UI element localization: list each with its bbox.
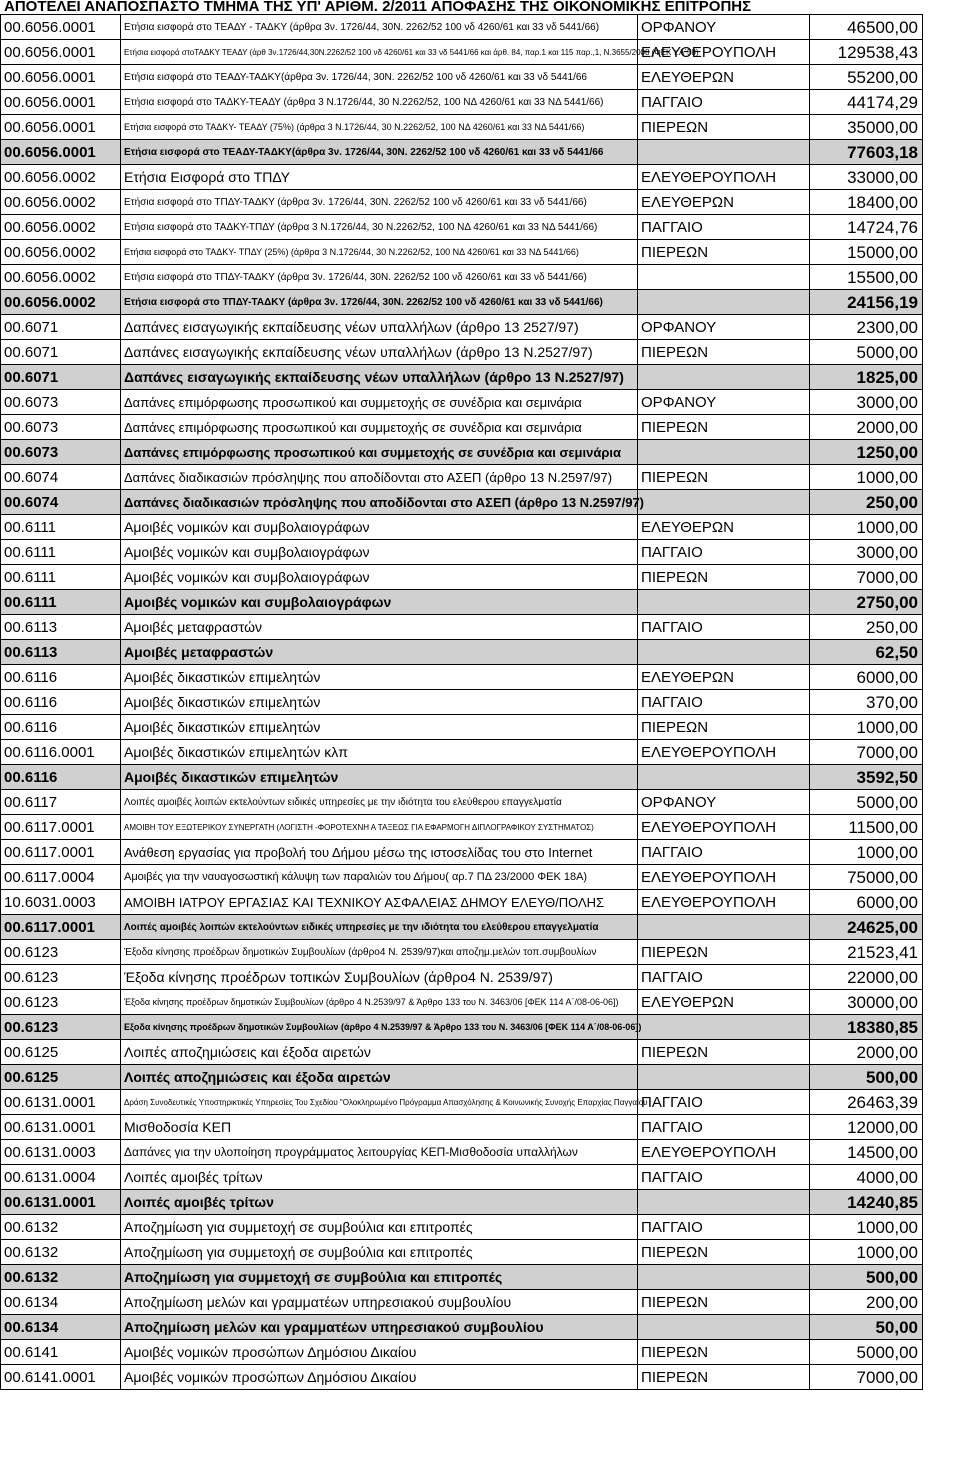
municipality-cell xyxy=(638,1065,810,1090)
account-code-cell: 00.6125 xyxy=(1,1065,121,1090)
table-row xyxy=(1,190,923,215)
amount-cell: 1000,00 xyxy=(810,515,923,540)
municipality-cell: ΠΑΓΓΑΙΟ xyxy=(638,840,810,865)
table-row-total xyxy=(1,440,923,465)
municipality-cell xyxy=(638,765,810,790)
municipality-cell xyxy=(638,290,810,315)
account-code-cell: 00.6123 xyxy=(1,940,121,965)
account-code-cell: 00.6116 xyxy=(1,715,121,740)
municipality-cell: ΟΡΦΑΝΟΥ xyxy=(638,315,810,340)
account-code-cell: 00.6117.0001 xyxy=(1,840,121,865)
account-code-cell: 00.6056.0001 xyxy=(1,15,121,40)
description-cell: Έξοδα κίνησης προέδρων τοπικών Συμβουλίων (άρθρο4 Ν. 2539/97) xyxy=(121,965,638,990)
amount-cell: 500,00 xyxy=(810,1065,923,1090)
amount-cell: 24156,19 xyxy=(810,290,923,315)
amount-cell: 370,00 xyxy=(810,690,923,715)
table-row xyxy=(1,1290,923,1315)
amount-cell: 44174,29 xyxy=(810,90,923,115)
municipality-cell: ΕΛΕΥΘΕΡΩΝ xyxy=(638,665,810,690)
description-cell: Δαπάνες εισαγωγικής εκπαίδευσης νέων υπαλλήλων (άρθρο 13 Ν.2527/97) xyxy=(121,340,638,365)
description-cell: Δαπάνες επιμόρφωσης προσωπικού και συμμετοχής σε συνέδρια και σεμινάρια xyxy=(121,415,638,440)
account-code-cell: 00.6132 xyxy=(1,1265,121,1290)
amount-cell: 55200,00 xyxy=(810,65,923,90)
description-cell: Λοιπές αμοιβές λοιπών εκτελούντων ειδικές υπηρεσίες με την ιδιότητα του ελεύθερου επαγγελματία xyxy=(121,915,638,940)
description-cell: Αμοιβές μεταφραστών xyxy=(121,615,638,640)
table-row xyxy=(1,465,923,490)
municipality-cell: ΕΛΕΥΘΕΡΩΝ xyxy=(638,65,810,90)
table-row-total xyxy=(1,915,923,940)
municipality-cell: ΠΙΕΡΕΩΝ xyxy=(638,1040,810,1065)
description-cell: Μισθοδοσία ΚΕΠ xyxy=(121,1115,638,1140)
amount-cell: 14240,85 xyxy=(810,1190,923,1215)
account-code-cell: 00.6117.0004 xyxy=(1,865,121,890)
amount-cell: 18400,00 xyxy=(810,190,923,215)
table-row-total xyxy=(1,1190,923,1215)
description-cell: Αμοιβές νομικών και συμβολαιογράφων xyxy=(121,590,638,615)
municipality-cell: ΠΙΕΡΕΩΝ xyxy=(638,115,810,140)
description-cell: Εξοδα κίνησης προέδρων δημοτικών Συμβουλίων (άρθρο 4 Ν.2539/97 & Άρθρο 133 του Ν. 3463/06 [ΦΕΚ 114 Α΄/08-06-06]) xyxy=(121,1015,638,1040)
table-row xyxy=(1,1090,923,1115)
municipality-cell xyxy=(638,915,810,940)
table-row xyxy=(1,265,923,290)
amount-cell: 4000,00 xyxy=(810,1165,923,1190)
municipality-cell xyxy=(638,1190,810,1215)
description-cell: Αποζημίωση για συμμετοχή σε συμβούλια και επιτροπές xyxy=(121,1265,638,1290)
table-row xyxy=(1,215,923,240)
description-cell: Αμοιβές μεταφραστών xyxy=(121,640,638,665)
table-row xyxy=(1,65,923,90)
description-cell: Λοιπές αποζημιώσεις και έξοδα αιρετών xyxy=(121,1040,638,1065)
table-row xyxy=(1,790,923,815)
amount-cell: 2750,00 xyxy=(810,590,923,615)
description-cell: ΑΜΟΙΒΗ ΙΑΤΡΟΥ ΕΡΓΑΣΙΑΣ ΚΑΙ ΤΕΧΝΙΚΟΥ ΑΣΦΑΛΕΙΑΣ ΔΗΜΟΥ ΕΛΕΥΘ/ΠΟΛΗΣ xyxy=(121,890,638,915)
table-row-total xyxy=(1,365,923,390)
municipality-cell: ΕΛΕΥΘΕΡΟΥΠΟΛΗ xyxy=(638,890,810,915)
amount-cell: 22000,00 xyxy=(810,965,923,990)
description-cell: Ετήσια εισφορά στο ΤΑΔΚΥ-ΤΠΔΥ (άρθρα 3 Ν.1726/44, 30 Ν.2262/52, 100 ΝΔ 4260/61 και 33 ΝΔ 5441/66) xyxy=(121,215,638,240)
municipality-cell: ΕΛΕΥΘΕΡΟΥΠΟΛΗ xyxy=(638,740,810,765)
account-code-cell: 00.6073 xyxy=(1,415,121,440)
amount-cell: 26463,39 xyxy=(810,1090,923,1115)
municipality-cell: ΠΑΓΓΑΙΟ xyxy=(638,1215,810,1240)
description-cell: Αποζημίωση για συμμετοχή σε συμβούλια και επιτροπές xyxy=(121,1240,638,1265)
description-cell: Δαπάνες διαδικασιών πρόσληψης που αποδίδονται στο ΑΣΕΠ (άρθρο 13 Ν.2597/97) xyxy=(121,465,638,490)
account-code-cell: 00.6141.0001 xyxy=(1,1365,121,1390)
account-code-cell: 00.6056.0001 xyxy=(1,115,121,140)
description-cell: Δαπάνες εισαγωγικής εκπαίδευσης νέων υπαλλήλων (άρθρο 13 Ν.2527/97) xyxy=(121,365,638,390)
table-row-total xyxy=(1,590,923,615)
description-cell: Δαπάνες εισαγωγικής εκπαίδευσης νέων υπαλλήλων (άρθρο 13 2527/97) xyxy=(121,315,638,340)
account-code-cell: 00.6117 xyxy=(1,790,121,815)
amount-cell: 1250,00 xyxy=(810,440,923,465)
municipality-cell: ΠΙΕΡΕΩΝ xyxy=(638,240,810,265)
description-cell: Έξοδα κίνησης προέδρων δημοτικών Συμβουλίων (άρθρο 4 Ν.2539/97 & Άρθρο 133 του Ν. 3463/06 [ΦΕΚ 114 Α΄/08-06-06]) xyxy=(121,990,638,1015)
municipality-cell: ΕΛΕΥΘΕΡΟΥΠΟΛΗ xyxy=(638,865,810,890)
amount-cell: 1000,00 xyxy=(810,1215,923,1240)
municipality-cell: ΟΡΦΑΝΟΥ xyxy=(638,390,810,415)
description-cell: Ετήσια εισφορά στο ΤΠΔΥ-ΤΑΔΚΥ (άρθρα 3ν. 1726/44, 30Ν. 2262/52 100 νδ 4260/61 και 33 νδ 5441/66) xyxy=(121,190,638,215)
amount-cell: 35000,00 xyxy=(810,115,923,140)
description-cell: Αμοιβές δικαστικών επιμελητών xyxy=(121,715,638,740)
municipality-cell: ΕΛΕΥΘΕΡΟΥΠΟΛΗ xyxy=(638,165,810,190)
account-code-cell: 00.6123 xyxy=(1,1015,121,1040)
description-cell: Αμοιβές νομικών και συμβολαιογράφων xyxy=(121,565,638,590)
table-row-total xyxy=(1,1315,923,1340)
municipality-cell xyxy=(638,365,810,390)
table-row xyxy=(1,15,923,40)
municipality-cell xyxy=(638,1315,810,1340)
amount-cell: 500,00 xyxy=(810,1265,923,1290)
amount-cell: 46500,00 xyxy=(810,15,923,40)
table-row xyxy=(1,1215,923,1240)
amount-cell: 2000,00 xyxy=(810,415,923,440)
description-cell: Αμοιβές δικαστικών επιμελητών xyxy=(121,765,638,790)
table-row xyxy=(1,615,923,640)
account-code-cell: 00.6056.0001 xyxy=(1,140,121,165)
account-code-cell: 00.6131.0001 xyxy=(1,1090,121,1115)
account-code-cell: 00.6116 xyxy=(1,665,121,690)
table-row xyxy=(1,1240,923,1265)
account-code-cell: 00.6071 xyxy=(1,365,121,390)
account-code-cell: 00.6123 xyxy=(1,990,121,1015)
account-code-cell: 00.6071 xyxy=(1,315,121,340)
account-code-cell: 00.6111 xyxy=(1,565,121,590)
account-code-cell: 00.6056.0002 xyxy=(1,240,121,265)
amount-cell: 3000,00 xyxy=(810,540,923,565)
municipality-cell: ΠΑΓΓΑΙΟ xyxy=(638,1165,810,1190)
table-row xyxy=(1,990,923,1015)
description-cell: Ετήσια εισφορά στο ΤΠΔΥ-ΤΑΔΚΥ (άρθρα 3ν. 1726/44, 30Ν. 2262/52 100 νδ 4260/61 και 33 νδ 5441/66) xyxy=(121,265,638,290)
table-row xyxy=(1,740,923,765)
description-cell: Λοιπές αμοιβές τρίτων xyxy=(121,1190,638,1215)
municipality-cell: ΟΡΦΑΝΟΥ xyxy=(638,15,810,40)
description-cell: Αμοιβές για την ναυαγοσωστική κάλυψη των παραλιών του Δήμου( αρ.7 ΠΔ 23/2000 ΦΕΚ 18Α) xyxy=(121,865,638,890)
municipality-cell: ΠΑΓΓΑΙΟ xyxy=(638,90,810,115)
table-row-total xyxy=(1,140,923,165)
amount-cell: 129538,43 xyxy=(810,40,923,65)
account-code-cell: 00.6116 xyxy=(1,690,121,715)
amount-cell: 15000,00 xyxy=(810,240,923,265)
amount-cell: 15500,00 xyxy=(810,265,923,290)
account-code-cell: 00.6074 xyxy=(1,490,121,515)
description-cell: Δαπάνες για την υλοποίηση προγράμματος λειτουργίας ΚΕΠ-Μισθοδοσία υπαλλήλων xyxy=(121,1140,638,1165)
account-code-cell: 10.6031.0003 xyxy=(1,890,121,915)
description-cell: Ετήσια εισφορά στο ΤΑΔΚΥ- ΤΠΔΥ (25%) (άρθρα 3 Ν.1726/44, 30 Ν.2262/52, 100 ΝΔ 4260/61 και 33 ΝΔ 5441/66) xyxy=(121,240,638,265)
amount-cell: 200,00 xyxy=(810,1290,923,1315)
amount-cell: 14500,00 xyxy=(810,1140,923,1165)
amount-cell: 2000,00 xyxy=(810,1040,923,1065)
account-code-cell: 00.6056.0001 xyxy=(1,40,121,65)
account-code-cell: 00.6131.0003 xyxy=(1,1140,121,1165)
account-code-cell: 00.6132 xyxy=(1,1215,121,1240)
description-cell: Λοιπές αποζημιώσεις και έξοδα αιρετών xyxy=(121,1065,638,1090)
municipality-cell xyxy=(638,140,810,165)
amount-cell: 3000,00 xyxy=(810,390,923,415)
table-row xyxy=(1,815,923,840)
table-row xyxy=(1,665,923,690)
account-code-cell: 00.6141 xyxy=(1,1340,121,1365)
municipality-cell: ΕΛΕΥΘΕΡΩΝ xyxy=(638,515,810,540)
amount-cell: 7000,00 xyxy=(810,1365,923,1390)
description-cell: Ετήσια εισφορά στο ΤΠΔΥ-ΤΑΔΚΥ (άρθρα 3ν. 1726/44, 30Ν. 2262/52 100 νδ 4260/61 και 33 νδ 5441/66) xyxy=(121,290,638,315)
table-row xyxy=(1,715,923,740)
amount-cell: 24625,00 xyxy=(810,915,923,940)
municipality-cell: ΠΙΕΡΕΩΝ xyxy=(638,1340,810,1365)
description-cell: Αμοιβές νομικών και συμβολαιογράφων xyxy=(121,515,638,540)
account-code-cell: 00.6134 xyxy=(1,1315,121,1340)
account-code-cell: 00.6071 xyxy=(1,340,121,365)
description-cell: Ετήσια Εισφορά στο ΤΠΔΥ xyxy=(121,165,638,190)
municipality-cell xyxy=(638,1265,810,1290)
amount-cell: 3592,50 xyxy=(810,765,923,790)
amount-cell: 1000,00 xyxy=(810,715,923,740)
description-cell: Λοιπές αμοιβές τρίτων xyxy=(121,1165,638,1190)
table-row xyxy=(1,965,923,990)
table-row xyxy=(1,240,923,265)
table-row-total xyxy=(1,290,923,315)
account-code-cell: 00.6073 xyxy=(1,390,121,415)
amount-cell: 250,00 xyxy=(810,615,923,640)
description-cell: Δράση Συνοδευτικές Υποστηρικτικές Υπηρεσίες Του Σχεδίου "Ολοκληρωμένο Πρόγραμμα Απασχόλησης & Κοινωνικής Συνοχής Επαρχίας Παγγαίου xyxy=(121,1090,638,1115)
account-code-cell: 00.6131.0004 xyxy=(1,1165,121,1190)
table-row xyxy=(1,390,923,415)
account-code-cell: 00.6074 xyxy=(1,465,121,490)
municipality-cell: ΟΡΦΑΝΟΥ xyxy=(638,790,810,815)
description-cell: Ετήσια εισφορά στοΤΑΔΚΥ ΤΕΑΔΥ (άρθ 3ν.1726/44,30Ν.2262/52 100 νδ 4260/61 και 33 νδ 5441/66 και άρθ. 84, παρ.1 και 115 παρ.,1, Ν.3655/2008 (ΦΕΚ τ.Α΄58) xyxy=(121,40,638,65)
municipality-cell: ΠΙΕΡΕΩΝ xyxy=(638,1240,810,1265)
account-code-cell: 00.6056.0002 xyxy=(1,190,121,215)
municipality-cell: ΕΛΕΥΘΕΡΩΝ xyxy=(638,990,810,1015)
document-title: ΑΠΟΤΕΛΕΙ ΑΝΑΠΟΣΠΑΣΤΟ ΤΜΗΜΑ ΤΗΣ ΥΠ' ΑΡΙΘΜ. 2/2011 ΑΠΟΦΑΣΗΣ ΤΗΣ ΟΙΚΟΝΟΜΙΚΗΣ ΕΠΙΤΡΟΠΗΣ xyxy=(4,0,752,15)
municipality-cell: ΠΙΕΡΕΩΝ xyxy=(638,940,810,965)
municipality-cell xyxy=(638,440,810,465)
municipality-cell: ΕΛΕΥΘΕΡΟΥΠΟΛΗ xyxy=(638,40,810,65)
table-row xyxy=(1,340,923,365)
account-code-cell: 00.6056.0001 xyxy=(1,65,121,90)
municipality-cell xyxy=(638,490,810,515)
table-row-total xyxy=(1,765,923,790)
amount-cell: 12000,00 xyxy=(810,1115,923,1140)
table-row-total xyxy=(1,1265,923,1290)
account-code-cell: 00.6123 xyxy=(1,965,121,990)
account-code-cell: 00.6131.0001 xyxy=(1,1190,121,1215)
table-row xyxy=(1,315,923,340)
table-row xyxy=(1,515,923,540)
amount-cell: 5000,00 xyxy=(810,340,923,365)
account-code-cell: 00.6056.0002 xyxy=(1,290,121,315)
municipality-cell xyxy=(638,640,810,665)
municipality-cell xyxy=(638,590,810,615)
table-row xyxy=(1,1165,923,1190)
table-row xyxy=(1,890,923,915)
amount-cell: 75000,00 xyxy=(810,865,923,890)
municipality-cell: ΠΙΕΡΕΩΝ xyxy=(638,465,810,490)
description-cell: Ετήσια εισφορά στο ΤΕΑΔΥ-ΤΑΔΚΥ(άρθρα 3ν. 1726/44, 30Ν. 2262/52 100 νδ 4260/61 και 33 νδ 5441/66 xyxy=(121,140,638,165)
description-cell: Αποζημίωση μελών και γραμματέων υπηρεσιακού συμβουλίου xyxy=(121,1315,638,1340)
account-code-cell: 00.6111 xyxy=(1,540,121,565)
amount-cell: 14724,76 xyxy=(810,215,923,240)
description-cell: Αμοιβές δικαστικών επιμελητών xyxy=(121,665,638,690)
table-row xyxy=(1,840,923,865)
table-row-total xyxy=(1,640,923,665)
account-code-cell: 00.6131.0001 xyxy=(1,1115,121,1140)
municipality-cell: ΠΙΕΡΕΩΝ xyxy=(638,1365,810,1390)
municipality-cell: ΠΑΓΓΑΙΟ xyxy=(638,615,810,640)
municipality-cell: ΠΙΕΡΕΩΝ xyxy=(638,715,810,740)
municipality-cell: ΠΑΓΓΑΙΟ xyxy=(638,540,810,565)
amount-cell: 1000,00 xyxy=(810,465,923,490)
description-cell: Αμοιβές νομικών και συμβολαιογράφων xyxy=(121,540,638,565)
account-code-cell: 00.6056.0002 xyxy=(1,165,121,190)
amount-cell: 250,00 xyxy=(810,490,923,515)
account-code-cell: 00.6134 xyxy=(1,1290,121,1315)
table-row xyxy=(1,540,923,565)
amount-cell: 1000,00 xyxy=(810,840,923,865)
description-cell: Δαπάνες επιμόρφωσης προσωπικού και συμμετοχής σε συνέδρια και σεμινάρια xyxy=(121,390,638,415)
budget-table xyxy=(0,14,923,1390)
table-row-total xyxy=(1,1065,923,1090)
account-code-cell: 00.6117.0001 xyxy=(1,915,121,940)
municipality-cell: ΕΛΕΥΘΕΡΟΥΠΟΛΗ xyxy=(638,815,810,840)
municipality-cell: ΠΙΕΡΕΩΝ xyxy=(638,1290,810,1315)
table-row xyxy=(1,1365,923,1390)
account-code-cell: 00.6113 xyxy=(1,640,121,665)
municipality-cell: ΕΛΕΥΘΕΡΩΝ xyxy=(638,190,810,215)
municipality-cell: ΠΙΕΡΕΩΝ xyxy=(638,565,810,590)
amount-cell: 6000,00 xyxy=(810,890,923,915)
description-cell: Ετήσια εισφορά στο ΤΕΑΔΥ - ΤΑΔΚΥ (άρθρα 3ν. 1726/44, 30Ν. 2262/52 100 νδ 4260/61 και 33 νδ 5441/66) xyxy=(121,15,638,40)
description-cell: Λοιπές αμοιβές λοιπών εκτελούντων ειδικές υπηρεσίες με την ιδιότητα του ελεύθερου επαγγελματία xyxy=(121,790,638,815)
amount-cell: 7000,00 xyxy=(810,565,923,590)
amount-cell: 7000,00 xyxy=(810,740,923,765)
amount-cell: 18380,85 xyxy=(810,1015,923,1040)
description-cell: Ετήσια εισφορά στο ΤΑΔΚΥ-ΤΕΑΔΥ (άρθρα 3 Ν.1726/44, 30 Ν.2262/52, 100 ΝΔ 4260/61 και 33 ΝΔ 5441/66) xyxy=(121,90,638,115)
amount-cell: 50,00 xyxy=(810,1315,923,1340)
municipality-cell: ΠΑΓΓΑΙΟ xyxy=(638,690,810,715)
table-row xyxy=(1,1140,923,1165)
budget-rows xyxy=(1,15,923,1390)
municipality-cell xyxy=(638,265,810,290)
account-code-cell: 00.6132 xyxy=(1,1240,121,1265)
table-row xyxy=(1,690,923,715)
account-code-cell: 00.6116.0001 xyxy=(1,740,121,765)
description-cell: Ετήσια εισφορά στο ΤΑΔΚΥ- ΤΕΑΔΥ (75%) (άρθρα 3 Ν.1726/44, 30 Ν.2262/52, 100 ΝΔ 4260/61 και 33 ΝΔ 5441/66) xyxy=(121,115,638,140)
table-row xyxy=(1,40,923,65)
amount-cell: 62,50 xyxy=(810,640,923,665)
table-row xyxy=(1,165,923,190)
municipality-cell: ΠΑΓΓΑΙΟ xyxy=(638,1115,810,1140)
description-cell: Αμοιβές δικαστικών επιμελητών xyxy=(121,690,638,715)
account-code-cell: 00.6111 xyxy=(1,515,121,540)
account-code-cell: 00.6116 xyxy=(1,765,121,790)
amount-cell: 6000,00 xyxy=(810,665,923,690)
amount-cell: 11500,00 xyxy=(810,815,923,840)
amount-cell: 5000,00 xyxy=(810,790,923,815)
account-code-cell: 00.6056.0002 xyxy=(1,265,121,290)
municipality-cell: ΠΑΓΓΑΙΟ xyxy=(638,965,810,990)
table-row xyxy=(1,565,923,590)
amount-cell: 5000,00 xyxy=(810,1340,923,1365)
description-cell: Δαπάνες διαδικασιών πρόσληψης που αποδίδονται στο ΑΣΕΠ (άρθρο 13 Ν.2597/97) xyxy=(121,490,638,515)
amount-cell: 2300,00 xyxy=(810,315,923,340)
table-row xyxy=(1,940,923,965)
account-code-cell: 00.6111 xyxy=(1,590,121,615)
table-row xyxy=(1,865,923,890)
description-cell: Αμοιβές δικαστικών επιμελητών κλπ xyxy=(121,740,638,765)
municipality-cell: ΠΙΕΡΕΩΝ xyxy=(638,340,810,365)
amount-cell: 77603,18 xyxy=(810,140,923,165)
account-code-cell: 00.6056.0001 xyxy=(1,90,121,115)
description-cell: Δαπάνες επιμόρφωσης προσωπικού και συμμετοχής σε συνέδρια και σεμινάρια xyxy=(121,440,638,465)
table-row xyxy=(1,90,923,115)
amount-cell: 21523,41 xyxy=(810,940,923,965)
description-cell: Αποζημίωση για συμμετοχή σε συμβούλια και επιτροπές xyxy=(121,1215,638,1240)
account-code-cell: 00.6113 xyxy=(1,615,121,640)
description-cell: Ανάθεση εργασίας για προβολή του Δήμου μέσω της ιστοσελίδας του στο Internet xyxy=(121,840,638,865)
table-row xyxy=(1,1040,923,1065)
amount-cell: 1825,00 xyxy=(810,365,923,390)
account-code-cell: 00.6056.0002 xyxy=(1,215,121,240)
table-row xyxy=(1,1340,923,1365)
table-row-total xyxy=(1,1015,923,1040)
amount-cell: 1000,00 xyxy=(810,1240,923,1265)
table-row-total xyxy=(1,490,923,515)
municipality-cell xyxy=(638,1015,810,1040)
description-cell: Αμοιβές νομικών προσώπων Δημόσιου Δικαίου xyxy=(121,1365,638,1390)
description-cell: Αποζημίωση μελών και γραμματέων υπηρεσιακού συμβουλίου xyxy=(121,1290,638,1315)
amount-cell: 30000,00 xyxy=(810,990,923,1015)
description-cell: Ετήσια εισφορά στο ΤΕΑΔΥ-ΤΑΔΚΥ(άρθρα 3ν. 1726/44, 30Ν. 2262/52 100 νδ 4260/61 και 33 νδ 5441/66 xyxy=(121,65,638,90)
account-code-cell: 00.6125 xyxy=(1,1040,121,1065)
municipality-cell: ΠΑΓΓΑΙΟ xyxy=(638,1090,810,1115)
municipality-cell: ΠΑΓΓΑΙΟ xyxy=(638,215,810,240)
municipality-cell: ΠΙΕΡΕΩΝ xyxy=(638,415,810,440)
table-row xyxy=(1,115,923,140)
account-code-cell: 00.6073 xyxy=(1,440,121,465)
description-cell: Έξοδα κίνησης προέδρων δημοτικών Συμβουλίων (άρθρο4 Ν. 2539/97)και αποζημ.μελών τοπ.συμβουλίων xyxy=(121,940,638,965)
account-code-cell: 00.6117.0001 xyxy=(1,815,121,840)
table-row xyxy=(1,1115,923,1140)
table-row xyxy=(1,415,923,440)
amount-cell: 33000,00 xyxy=(810,165,923,190)
municipality-cell: ΕΛΕΥΘΕΡΟΥΠΟΛΗ xyxy=(638,1140,810,1165)
description-cell: Αμοιβές νομικών προσώπων Δημόσιου Δικαίου xyxy=(121,1340,638,1365)
description-cell: ΑΜΟΙΒΗ ΤΟΥ ΕΞΩΤΕΡΙΚΟΥ ΣΥΝΕΡΓΑΤΗ (ΛΟΓΙΣΤΗ -ΦΟΡΟΤΕΧΝΗ Α ΤΑΞΕΩΣ ΓΙΑ ΕΦΑΡΜΟΓΗ ΔΙΠΛΟΓΡΑΦΙΚΟΥ ΣΥΣΤΗΜΑΤΟΣ) xyxy=(121,815,638,840)
